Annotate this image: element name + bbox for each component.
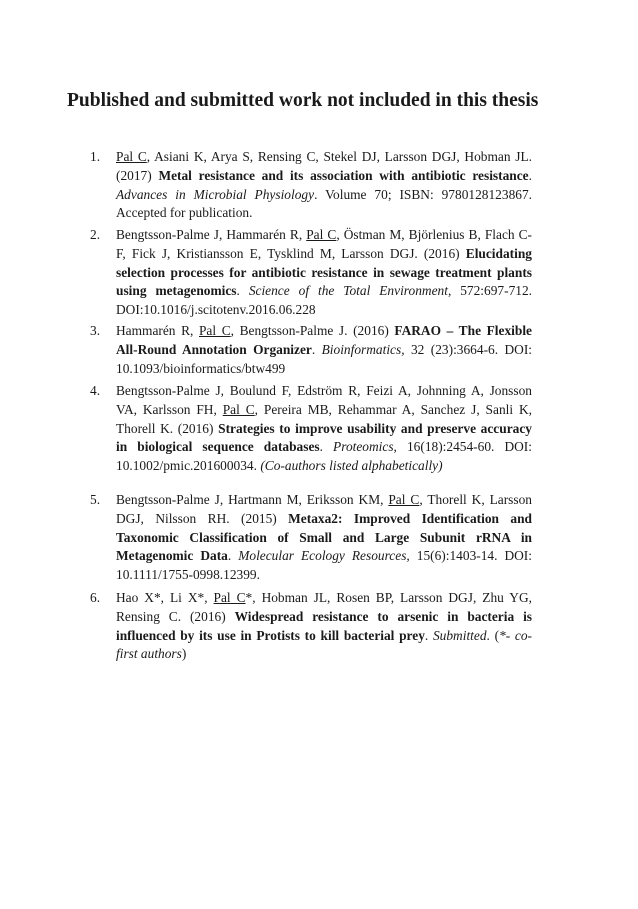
reference-journal: Advances in Microbial Physiology (116, 186, 315, 202)
reference-note: *- co-first authors (116, 627, 533, 662)
reference-journal: Submitted (432, 627, 487, 643)
reference-journal: Science of the Total Environment (248, 283, 448, 299)
reference-title: Widespread resistance to arsenic in bacteria is influenced by its use in Protists to kill bacterial prey (116, 608, 532, 643)
reference-details: 15(6):1403-14. DOI: 10.1111/1755-0998.12399. (116, 548, 532, 583)
reference-number: 6. (90, 590, 101, 605)
reference-details: . Volume 70; ISBN: 9780128123867. Accepted for publication. (116, 186, 533, 221)
reference-authors: , Asiani K, Arya S, Rensing C, Stekel DJ, Larsson DGJ, Hobman JL. (2017) (116, 149, 532, 183)
reference-title: Elucidating selection processes for antibiotic resistance in sewage treatment plants using metagenomics (116, 245, 532, 299)
reference-text: Hammarén R, Pal C, Bengtsson-Palme J. (2016) FARAO – The Flexible All-Round Annotation Organizer. Bioinformatics, 32 (23):3664-6. DOI: 10.1093/bioinformatics/btw499 (116, 323, 533, 376)
reference-number: 2. (90, 227, 101, 242)
reference-title: Metaxa2: Improved Identification and Taxonomic Classification of Small and Large Subunit rRNA in Metagenomic Data (116, 510, 532, 564)
reference-authors: Hao X*, Li X*, (116, 590, 214, 605)
reference-title: FARAO – The Flexible All-Round Annotation Organizer (116, 323, 532, 357)
reference-authors: Hammarén R, (116, 323, 199, 338)
reference-authors: , Pereira MB, Rehammar A, Sanchez J, Sanli K, Thorell K. (2016) (116, 401, 532, 436)
reference-journal: Bioinformatics, (321, 341, 405, 357)
reference-number: 4. (90, 383, 101, 398)
author-highlight: Pal C (306, 227, 337, 242)
page-title: Published and submitted work not included in this thesis (67, 90, 539, 111)
reference-authors: Bengtsson-Palme J, Hammarén R, (116, 227, 307, 242)
reference-details: , 572:697-712. DOI:10.1016/j.scitotenv.2016.06.228 (116, 283, 533, 318)
reference-authors: , Thorell K, Larsson DGJ, Nilsson RH. (2015) (116, 492, 532, 526)
reference-text: Pal C, Asiani K, Arya S, Rensing C, Stekel DJ, Larsson DGJ, Hobman JL. (2017) Metal resistance and its association with antibiotic resistance. Advances in Microbial Physiology. Volume 70; ISBN: 9780128123867. Accepted for publication. (116, 149, 533, 221)
author-highlight: Pal C (116, 149, 147, 164)
reference-title: Metal resistance and its association with antibiotic resistance (158, 167, 529, 183)
reference-text: Bengtsson-Palme J, Boulund F, Edström R, Feizi A, Johnning A, Jonsson VA, Karlsson FH, Pal C, Pereira MB, Rehammar A, Sanchez J, Sanli K, Thorell K. (2016) Strategies to improve usability and preserve accuracy in biological sequence databases. Proteomics, 16(18):2454-60. DOI: 10.1002/pmic.201600034. (Co-authors listed alphabetically) (116, 383, 532, 474)
author-highlight: Pal C (222, 401, 255, 417)
reference-authors: , Bengtsson-Palme J. (2016) (230, 323, 395, 338)
reference-number: 5. (90, 492, 101, 507)
reference-text: Bengtsson-Palme J, Hartmann M, Eriksson KM, Pal C, Thorell K, Larsson DGJ, Nilsson RH. (2015) Metaxa2: Improved Identification and Taxonomic Classification of Small and Large Subunit rRNA in Metagenomic Data. Molecular Ecology Resources, 15(6):1403-14. DOI: 10.1111/1755-0998.12399. (116, 492, 532, 583)
reference-text: Hao X*, Li X*, Pal C*, Hobman JL, Rosen BP, Larsson DGJ, Zhu YG, Rensing C. (2016) Widespread resistance to arsenic in bacteria is influenced by its use in Protists to kill bacterial prey. Submitted. (*- co-first authors) (116, 590, 533, 662)
reference-number: 3. (90, 323, 101, 338)
reference-note: (Co-authors listed alphabetically) (260, 458, 443, 474)
reference-authors: Bengtsson-Palme J, Hartmann M, Eriksson KM, (116, 492, 389, 507)
author-highlight: Pal C (198, 323, 231, 338)
reference-authors: , Östman M, Björlenius B, Flach C-F, Fick J, Kristiansson E, Tysklind M, Larsson DGJ. (2016) (116, 227, 533, 261)
author-highlight: Pal C (213, 590, 246, 605)
reference-details: . ( (486, 627, 500, 643)
reference-journal: Proteomics (333, 439, 394, 455)
reference-number: 1. (90, 149, 101, 164)
reference-authors: Bengtsson-Palme J, Boulund F, Edström R, Feizi A, Johnning A, Jonsson VA, Karlsson FH, (116, 383, 532, 417)
reference-details: 32 (23):3664-6. DOI: 10.1093/bioinformatics/btw499 (116, 341, 533, 376)
reference-details: , 16(18):2454-60. DOI: 10.1002/pmic.201600034. (116, 439, 532, 474)
reference-text: Bengtsson-Palme J, Hammarén R, Pal C, Östman M, Björlenius B, Flach C-F, Fick J, Kristiansson E, Tysklind M, Larsson DGJ. (2016) Elucidating selection processes for antibiotic resistance in sewage treatment plants using metagenomics. Science of the Total Environment, 572:697-712. DOI:10.1016/j.scitotenv.2016.06.228 (116, 227, 533, 318)
author-highlight: Pal C (388, 492, 420, 507)
reference-title: Strategies to improve usability and preserve accuracy in biological sequence databases (116, 420, 532, 455)
reference-journal: Molecular Ecology Resources, (238, 548, 410, 564)
reference-authors: *, Hobman JL, Rosen BP, Larsson DGJ, Zhu YG, Rensing C. (2016) (116, 590, 532, 624)
